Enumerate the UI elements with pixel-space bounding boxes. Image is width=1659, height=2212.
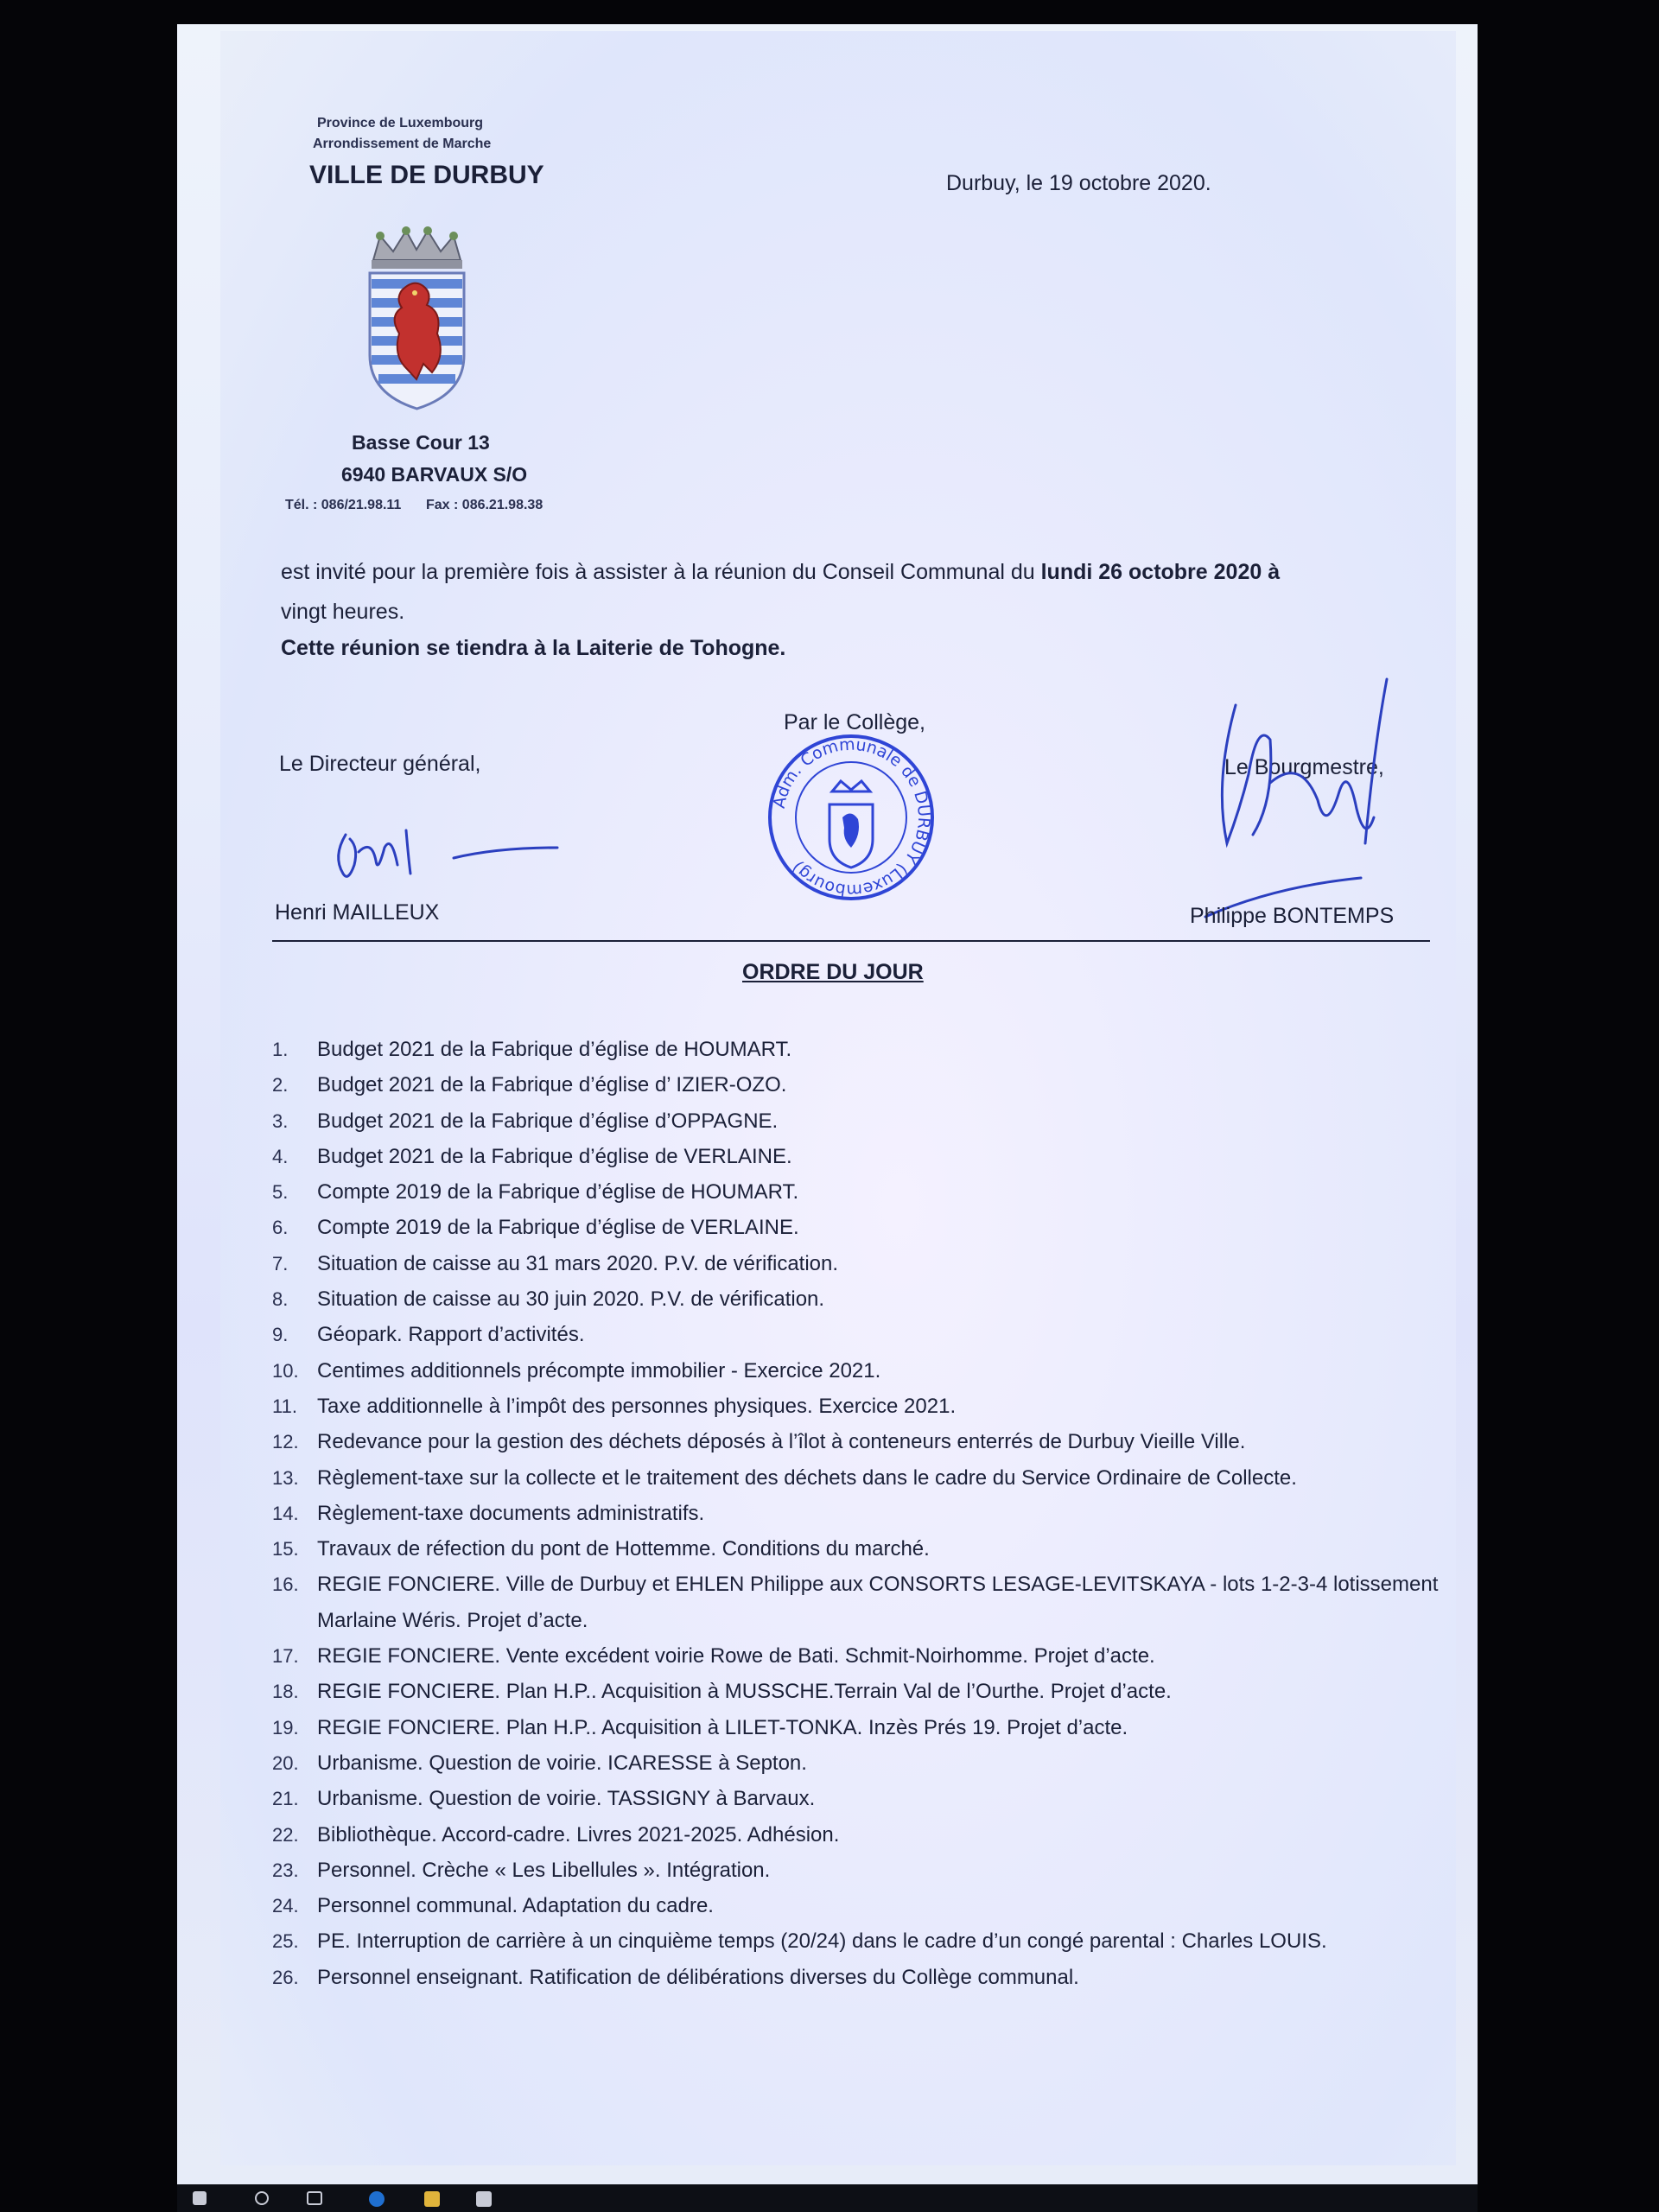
agenda-item-number: 10. bbox=[272, 1359, 299, 1382]
monitor-screen bbox=[177, 24, 1478, 2184]
agenda-item bbox=[272, 1960, 1439, 1995]
agenda-item-text: PE. Interruption de carrière à un cinquième temps (20/24) dans le cadre d’un congé parental : Charles LOUIS. bbox=[317, 1929, 1327, 1954]
store-icon[interactable] bbox=[476, 2191, 492, 2207]
date-line: Durbuy, le 19 octobre 2020. bbox=[946, 171, 1211, 195]
agenda-item bbox=[272, 1389, 1439, 1424]
agenda-list bbox=[272, 1032, 1439, 1995]
mayor-title: Le Bourgmestre, bbox=[1224, 755, 1384, 779]
agenda-item-number: 17. bbox=[272, 1645, 299, 1668]
agenda-item-text: Personnel enseignant. Ratification de délibérations diverses du Collège communal. bbox=[317, 1965, 1079, 1989]
agenda-item bbox=[272, 1888, 1439, 1923]
agenda-item-number: 7. bbox=[272, 1252, 289, 1274]
agenda-item-text: Redevance pour la gestion des déchets déposés à l’îlot à conteneurs enterrés de Durbuy Vieille Ville. bbox=[317, 1430, 1246, 1454]
agenda-item-text: Personnel. Crèche « Les Libellules ». Intégration. bbox=[317, 1858, 771, 1882]
agenda-item-number: 25. bbox=[272, 1930, 299, 1953]
agenda-item bbox=[272, 1638, 1439, 1674]
agenda-item bbox=[272, 1246, 1439, 1281]
agenda-item bbox=[272, 1103, 1439, 1139]
agenda-item bbox=[272, 1174, 1439, 1210]
agenda-item bbox=[272, 1496, 1439, 1531]
agenda-item-number: 2. bbox=[272, 1074, 289, 1096]
agenda-item-text: Travaux de réfection du pont de Hottemme. Conditions du marché. bbox=[317, 1537, 930, 1561]
agenda-item-text: Règlement-taxe sur la collecte et le traitement des déchets dans le cadre du Service Ordinaire de Collecte. bbox=[317, 1465, 1297, 1490]
agenda-item-text: REGIE FONCIERE. Plan H.P.. Acquisition à MUSSCHE.Terrain Val de l’Ourthe. Projet d’acte. bbox=[317, 1680, 1172, 1704]
agenda-item-text: Centimes additionnels précompte immobilier - Exercice 2021. bbox=[317, 1358, 881, 1382]
separator-line bbox=[272, 940, 1430, 942]
agenda-item-number: 21. bbox=[272, 1788, 299, 1810]
mayor-signature bbox=[1188, 671, 1421, 930]
agenda-item-text: REGIE FONCIERE. Plan H.P.. Acquisition à LILET-TONKA. Inzès Prés 19. Projet d’acte. bbox=[317, 1715, 1128, 1739]
agenda-item-number: 12. bbox=[272, 1431, 299, 1453]
agenda-item-text: Urbanisme. Question de voirie. TASSIGNY à Barvaux. bbox=[317, 1787, 816, 1811]
agenda-item-text: REGIE FONCIERE. Vente excédent voirie Rowe de Bati. Schmit-Noirhomme. Projet d’acte. bbox=[317, 1644, 1155, 1669]
agenda-item-text: Budget 2021 de la Fabrique d’église de VERLAINE. bbox=[317, 1144, 792, 1168]
fax-number: Fax : 086.21.98.38 bbox=[426, 498, 543, 512]
agenda-item-text: Personnel communal. Adaptation du cadre. bbox=[317, 1894, 714, 1918]
agenda-item-number: 16. bbox=[272, 1573, 299, 1596]
agenda-item bbox=[272, 1674, 1439, 1709]
agenda-item-number: 22. bbox=[272, 1823, 299, 1846]
agenda-item-number: 9. bbox=[272, 1324, 289, 1346]
agenda-item-text: Budget 2021 de la Fabrique d’église de HOUMART. bbox=[317, 1038, 792, 1061]
agenda-item-text: Taxe additionnelle à l’impôt des personnes physiques. Exercice 2021. bbox=[317, 1394, 957, 1418]
agenda-item-text: Budget 2021 de la Fabrique d’église d’ IZIER-OZO. bbox=[317, 1073, 787, 1097]
agenda-item bbox=[272, 1281, 1439, 1317]
agenda-item-number: 1. bbox=[272, 1039, 289, 1060]
agenda-item-number: 19. bbox=[272, 1716, 299, 1738]
meeting-date: lundi 26 octobre 2020 à bbox=[1040, 560, 1281, 584]
agenda-item-text: Géopark. Rapport d’activités. bbox=[317, 1323, 585, 1347]
address-street: Basse Cour 13 bbox=[352, 431, 490, 454]
agenda-item bbox=[272, 1853, 1439, 1888]
search-icon[interactable] bbox=[255, 2191, 269, 2205]
agenda-item-text: REGIE FONCIERE. Ville de Durbuy et EHLEN Philippe aux CONSORTS LESAGE-LEVITSKAYA - lots 1-2-3-4 lotissement Marlaine Wéris. Projet d’acte. bbox=[317, 1573, 1439, 1632]
browser-icon[interactable] bbox=[369, 2191, 385, 2207]
province-line: Province de Luxembourg bbox=[317, 116, 484, 130]
document-page bbox=[220, 31, 1456, 2165]
windows-start-icon[interactable] bbox=[193, 2191, 207, 2205]
agenda-item-text: Budget 2021 de la Fabrique d’église d’OPPAGNE. bbox=[317, 1109, 779, 1133]
agenda-item-number: 23. bbox=[272, 1859, 299, 1881]
city-name: VILLE DE DURBUY bbox=[309, 161, 544, 189]
agenda-item bbox=[272, 1210, 1439, 1245]
agenda-item-number: 14. bbox=[272, 1502, 299, 1524]
phone-number: Tél. : 086/21.98.11 bbox=[285, 498, 402, 512]
meeting-location: Cette réunion se tiendra à la Laiterie de Tohogne. bbox=[281, 636, 786, 660]
agenda-item-text: Situation de caisse au 30 juin 2020. P.V. de vérification. bbox=[317, 1287, 825, 1312]
agenda-item bbox=[272, 1745, 1439, 1781]
agenda-item bbox=[272, 1424, 1439, 1459]
municipal-seal bbox=[765, 731, 938, 904]
agenda-item-number: 13. bbox=[272, 1466, 299, 1489]
agenda-item bbox=[272, 1781, 1439, 1816]
director-name: Henri MAILLEUX bbox=[275, 900, 440, 925]
agenda-item-number: 8. bbox=[272, 1288, 289, 1311]
agenda-item bbox=[272, 1067, 1439, 1103]
agenda-item bbox=[272, 1317, 1439, 1352]
agenda-item bbox=[272, 1460, 1439, 1496]
coat-of-arms-icon bbox=[363, 226, 471, 416]
agenda-item bbox=[272, 1032, 1439, 1067]
agenda-item-text: Compte 2019 de la Fabrique d’église de HOUMART. bbox=[317, 1180, 799, 1205]
invitation-line-1 bbox=[281, 560, 1430, 585]
agenda-item-number: 11. bbox=[272, 1395, 297, 1417]
agenda-item bbox=[272, 1817, 1439, 1853]
director-title: Le Directeur général, bbox=[279, 752, 481, 776]
agenda-item bbox=[272, 1567, 1439, 1638]
invitation-line-2: vingt heures. bbox=[281, 600, 405, 624]
agenda-item-number: 6. bbox=[272, 1217, 289, 1239]
address-city: 6940 BARVAUX S/O bbox=[341, 463, 528, 486]
agenda-item-number: 26. bbox=[272, 1966, 299, 1988]
agenda-item-number: 5. bbox=[272, 1181, 289, 1204]
agenda-item-number: 15. bbox=[272, 1538, 299, 1560]
agenda-item-text: Urbanisme. Question de voirie. ICARESSE à Septon. bbox=[317, 1751, 807, 1775]
agenda-item-text: Bibliothèque. Accord-cadre. Livres 2021-2025. Adhésion. bbox=[317, 1822, 840, 1847]
agenda-item-number: 4. bbox=[272, 1145, 289, 1167]
agenda-item bbox=[272, 1923, 1439, 1959]
director-signature bbox=[324, 813, 575, 891]
agenda-item bbox=[272, 1353, 1439, 1389]
taskbar bbox=[177, 2184, 1478, 2212]
seal-text: Adm. Communale de DURBUY (Luxembourg) bbox=[769, 734, 934, 900]
arrondissement-line: Arrondissement de Marche bbox=[313, 137, 492, 151]
agenda-item-text: Règlement-taxe documents administratifs. bbox=[317, 1501, 705, 1525]
agenda-item-number: 20. bbox=[272, 1751, 299, 1774]
agenda-item-number: 24. bbox=[272, 1895, 299, 1917]
task-view-icon[interactable] bbox=[307, 2191, 322, 2205]
agenda-item-text: Compte 2019 de la Fabrique d’église de VERLAINE. bbox=[317, 1216, 799, 1240]
mayor-name: Philippe BONTEMPS bbox=[1190, 904, 1395, 928]
agenda-item bbox=[272, 1531, 1439, 1567]
invitation-text: est invité pour la première fois à assister à la réunion du Conseil Communal du bbox=[281, 560, 1041, 584]
agenda-item-number: 18. bbox=[272, 1681, 299, 1703]
file-explorer-icon[interactable] bbox=[424, 2191, 440, 2207]
agenda-item bbox=[272, 1710, 1439, 1745]
agenda-item-text: Situation de caisse au 31 mars 2020. P.V. de vérification. bbox=[317, 1251, 839, 1275]
agenda-title: ORDRE DU JOUR bbox=[742, 960, 924, 984]
agenda-item-number: 3. bbox=[272, 1109, 289, 1132]
agenda-item bbox=[272, 1139, 1439, 1174]
college-title: Par le Collège, bbox=[784, 710, 925, 734]
